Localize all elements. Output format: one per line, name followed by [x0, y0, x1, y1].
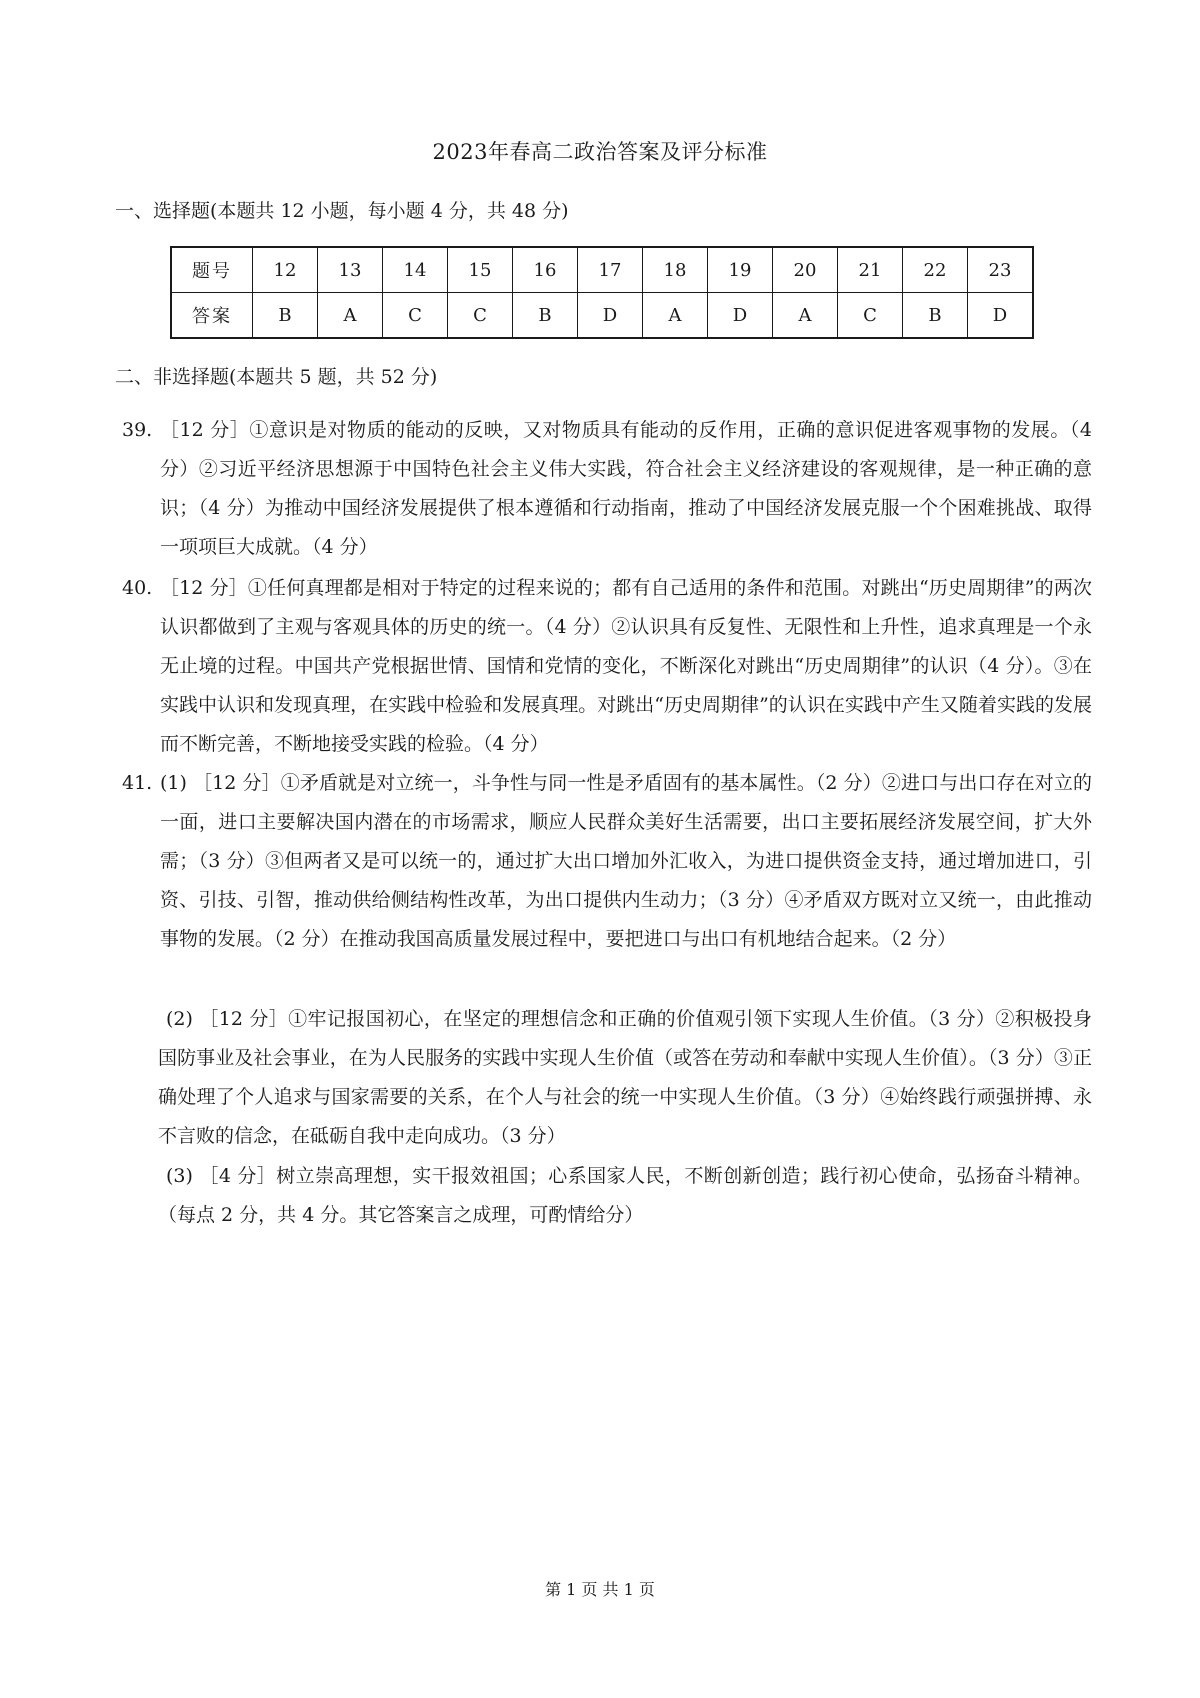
- table-cell: 20: [773, 247, 838, 293]
- table-label-answer: 答案: [171, 293, 253, 339]
- table-cell: 16: [513, 247, 578, 293]
- table-label-question: 题号: [171, 247, 253, 293]
- section-heading-choice: 一、选择题(本题共 12 小题，每小题 4 分，共 48 分): [115, 200, 569, 222]
- table-cell: 15: [448, 247, 513, 293]
- page-footer: 第 1 页 共 1 页: [545, 1580, 655, 1599]
- question-number: 39.: [122, 419, 153, 441]
- table-cell: C: [838, 293, 903, 339]
- table-cell: 23: [968, 247, 1034, 293]
- table-cell: B: [513, 293, 578, 339]
- table-cell: C: [383, 293, 448, 339]
- table-cell: B: [903, 293, 968, 339]
- table-cell: D: [578, 293, 643, 339]
- question-answer-text: (2) ［12 分］①牢记报国初心，在坚定的理想信念和正确的价值观引领下实现人生价值。（3 分）②积极投身国防事业及社会事业，在为人民服务的实践中实现人生价值（或答在劳动和奉献中实现人生价值）。（3 分）③正确处理了个人追求与国家需要的关系，在个人与社会的统一中实现人生价值。（3 分）④始终践行顽强拼搏、永不言败的信念，在砥砺自我中走向成功。（3 分）: [158, 1008, 1092, 1147]
- table-row-answers: [171, 293, 1033, 339]
- table-cell: D: [708, 293, 773, 339]
- table-cell: 17: [578, 247, 643, 293]
- question-39: [122, 411, 1092, 567]
- table-cell: A: [318, 293, 383, 339]
- table-cell: 12: [253, 247, 318, 293]
- question-41-part-1: [122, 764, 1092, 959]
- table-cell: D: [968, 293, 1034, 339]
- question-41-part-3: [158, 1157, 1092, 1235]
- question-answer-text: ［12 分］①意识是对物质的能动的反映，又对物质具有能动的反作用，正确的意识促进客观事物的发展。（4 分）②习近平经济思想源于中国特色社会主义伟大实践，符合社会主义经济建设的客观规律，是一种正确的意识；（4 分）为推动中国经济发展提供了根本遵循和行动指南，推动了中国经济发展克服一个个困难挑战、取得一项项巨大成就。（4 分）: [160, 419, 1092, 558]
- question-answer-text: (1) ［12 分］①矛盾就是对立统一，斗争性与同一性是矛盾固有的基本属性。（2 分）②进口与出口存在对立的一面，进口主要解决国内潜在的市场需求，顺应人民群众美好生活需要，出口主要拓展经济发展空间，扩大外需；（3 分）③但两者又是可以统一的，通过扩大出口增加外汇收入，为进口提供资金支持，通过增加进口，引资、引技、引智，推动供给侧结构性改革，为出口提供内生动力；（3 分）④矛盾双方既对立又统一，由此推动事物的发展。（2 分）在推动我国高质量发展过程中，要把进口与出口有机地结合起来。（2 分）: [160, 772, 1092, 950]
- question-answer-text: (3) ［4 分］树立崇高理想，实干报效祖国；心系国家人民，不断创新创造；践行初心使命，弘扬奋斗精神。（每点 2 分，共 4 分。其它答案言之成理，可酌情给分）: [158, 1165, 1092, 1226]
- question-number: 40.: [122, 577, 153, 599]
- table-row-questions: [171, 247, 1033, 293]
- section-heading-nonchoice: 二、非选择题(本题共 5 题，共 52 分): [115, 366, 438, 388]
- table-cell: 14: [383, 247, 448, 293]
- question-40: [122, 569, 1092, 764]
- table-cell: B: [253, 293, 318, 339]
- question-answer-text: ［12 分］①任何真理都是相对于特定的过程来说的；都有自己适用的条件和范围。对跳出“历史周期律”的两次认识都做到了主观与客观具体的历史的统一。（4 分）②认识具有反复性、无限性和上升性，追求真理是一个永无止境的过程。中国共产党根据世情、国情和党情的变化，不断深化对跳出“历史周期律”的认识（4 分）。③在实践中认识和发现真理，在实践中检验和发展真理。对跳出“历史周期律”的认识在实践中产生又随着实践的发展而不断完善，不断地接受实践的检验。（4 分）: [160, 577, 1092, 755]
- table-cell: A: [773, 293, 838, 339]
- question-41-part-2: [158, 1000, 1092, 1156]
- answer-table: [170, 246, 1034, 339]
- table-cell: 18: [643, 247, 708, 293]
- table-cell: 21: [838, 247, 903, 293]
- page-title: 2023年春高二政治答案及评分标准: [432, 140, 768, 164]
- table-cell: 22: [903, 247, 968, 293]
- table-cell: 19: [708, 247, 773, 293]
- table-cell: C: [448, 293, 513, 339]
- question-number: 41.: [122, 772, 153, 794]
- table-cell: A: [643, 293, 708, 339]
- table-cell: 13: [318, 247, 383, 293]
